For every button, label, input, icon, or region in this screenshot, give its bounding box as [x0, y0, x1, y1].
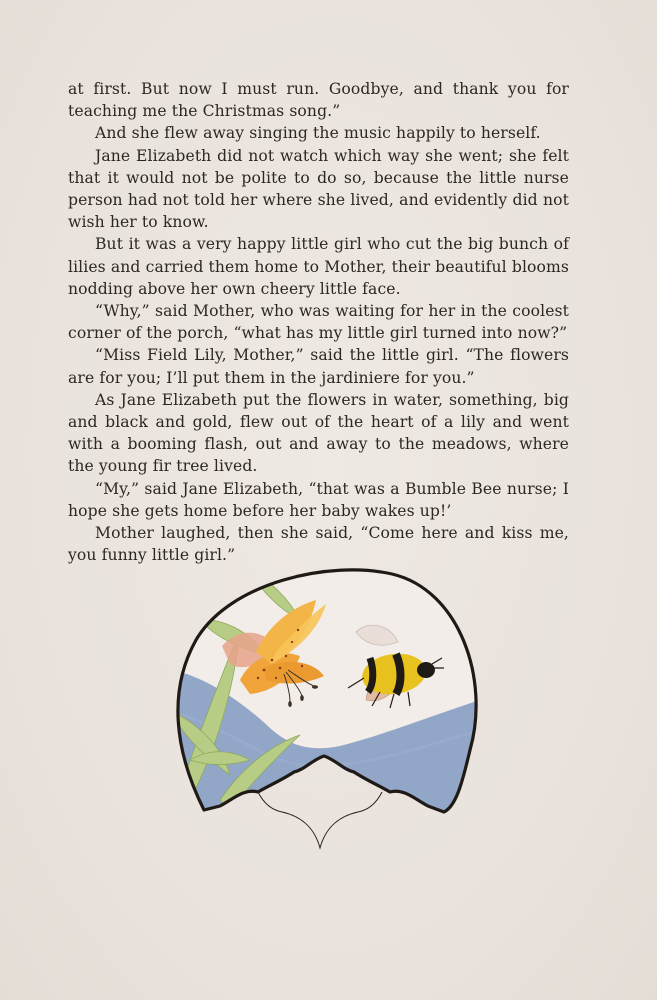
paragraph: As Jane Elizabeth put the flowers in water, something, big and black and gold, flew out of the heart of a lily and went with a booming flash, out and away to the meadows, where the young fir tree lived. [68, 390, 569, 476]
paragraph: “My,” said Jane Elizabeth, “that was a Bumble Bee nurse; I hope she gets home before her baby wakes up!’ [68, 479, 569, 520]
paragraph: And she flew away singing the music happily to herself. [95, 124, 541, 143]
frame-ornament [258, 792, 382, 848]
story-text [68, 78, 569, 566]
paragraph: at first. But now I must run. Goodbye, and thank you for teaching me the Christmas song.” [68, 80, 569, 121]
vignette-drawing [160, 560, 480, 855]
paragraph: Jane Elizabeth did not watch which way she went; she felt that it would not be polite to do so, because the little nurse person had not told her where she lived, and evidently did not wish her to know. [68, 146, 569, 232]
paragraph: “Miss Field Lily, Mother,” said the little girl. “The flowers are for you; I’ll put them in the jardiniere for you.” [68, 346, 569, 387]
paragraph: “Why,” said Mother, who was waiting for her in the coolest corner of the porch, “what has my little girl turned into now?” [68, 302, 569, 343]
paragraph: But it was a very happy little girl who cut the big bunch of lilies and carried them home to Mother, their beautiful blooms nodding above her own cheery little face. [68, 235, 569, 298]
paragraph: Mother laughed, then she said, “Come here and kiss me, you funny little girl.” [68, 524, 569, 565]
lily-and-bee-vignette [160, 560, 480, 855]
